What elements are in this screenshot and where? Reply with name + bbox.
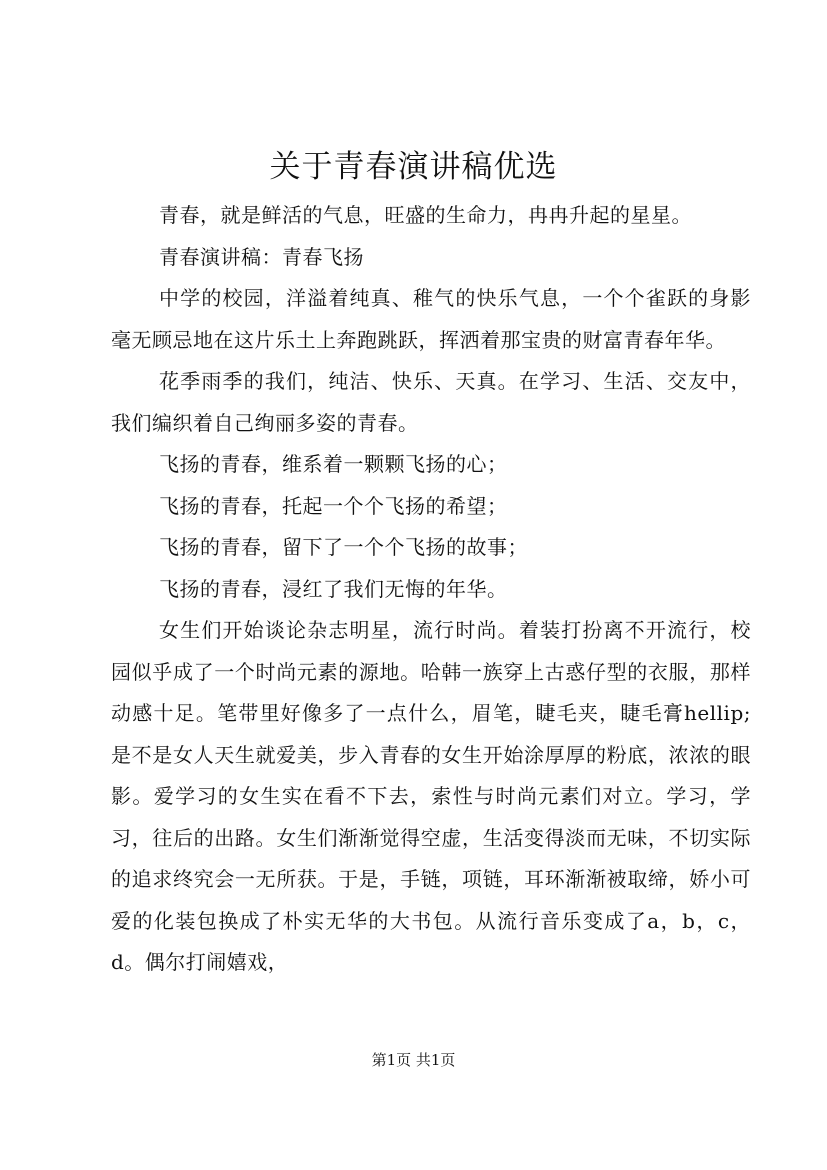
paragraph: 飞扬的青春，托起一个个飞扬的希望； — [159, 493, 508, 518]
document-body — [111, 195, 751, 984]
paragraph: 青春演讲稿：青春飞扬 — [159, 244, 364, 269]
paragraph: 花季雨季的我们，纯洁、快乐、天真。在学习、生活、交友中，我们编织着自己绚丽多姿的青春。 — [111, 369, 751, 435]
paragraph: 青春，就是鲜活的气息，旺盛的生命力，冉冉升起的星星。 — [159, 203, 692, 227]
paragraph: 飞扬的青春，浸红了我们无悔的年华。 — [159, 576, 508, 601]
paragraph: 飞扬的青春，维系着一颗颗飞扬的心； — [159, 452, 508, 476]
document-title: 关于青春演讲稿优选 — [269, 149, 558, 185]
page-footer: 第1页 共1页 — [371, 1051, 456, 1069]
paragraph: 女生们开始谈论杂志明星，流行时尚。着装打扮离不开流行，校园似乎成了一个时尚元素的源地。哈韩一族穿上古惑仔型的衣服，那样动感十足。笔带里好像多了一点什么，眉笔，睫毛夹，睫毛膏hellip;是不是女人天生就爱美，步入青春的女生开始涂厚厚的粉底，浓浓的眼影。爱学习的女生实在看不下去，索性与时尚元素们对立。学习，学习，往后的出路。女生们渐渐觉得空虚，生活变得淡而无味，不切实际的追求终究会一无所获。于是，手链，项链，耳环渐渐被取缔，娇小可爱的化装包换成了朴实无华的大书包。从流行音乐变成了a，b，c，d。偶尔打闹嬉戏， — [111, 618, 751, 974]
paragraph: 飞扬的青春，留下了一个个飞扬的故事； — [159, 535, 528, 559]
paragraph: 中学的校园，洋溢着纯真、稚气的快乐气息，一个个雀跃的身影毫无顾忌地在这片乐土上奔跑跳跃，挥洒着那宝贵的财富青春年华。 — [111, 286, 751, 352]
